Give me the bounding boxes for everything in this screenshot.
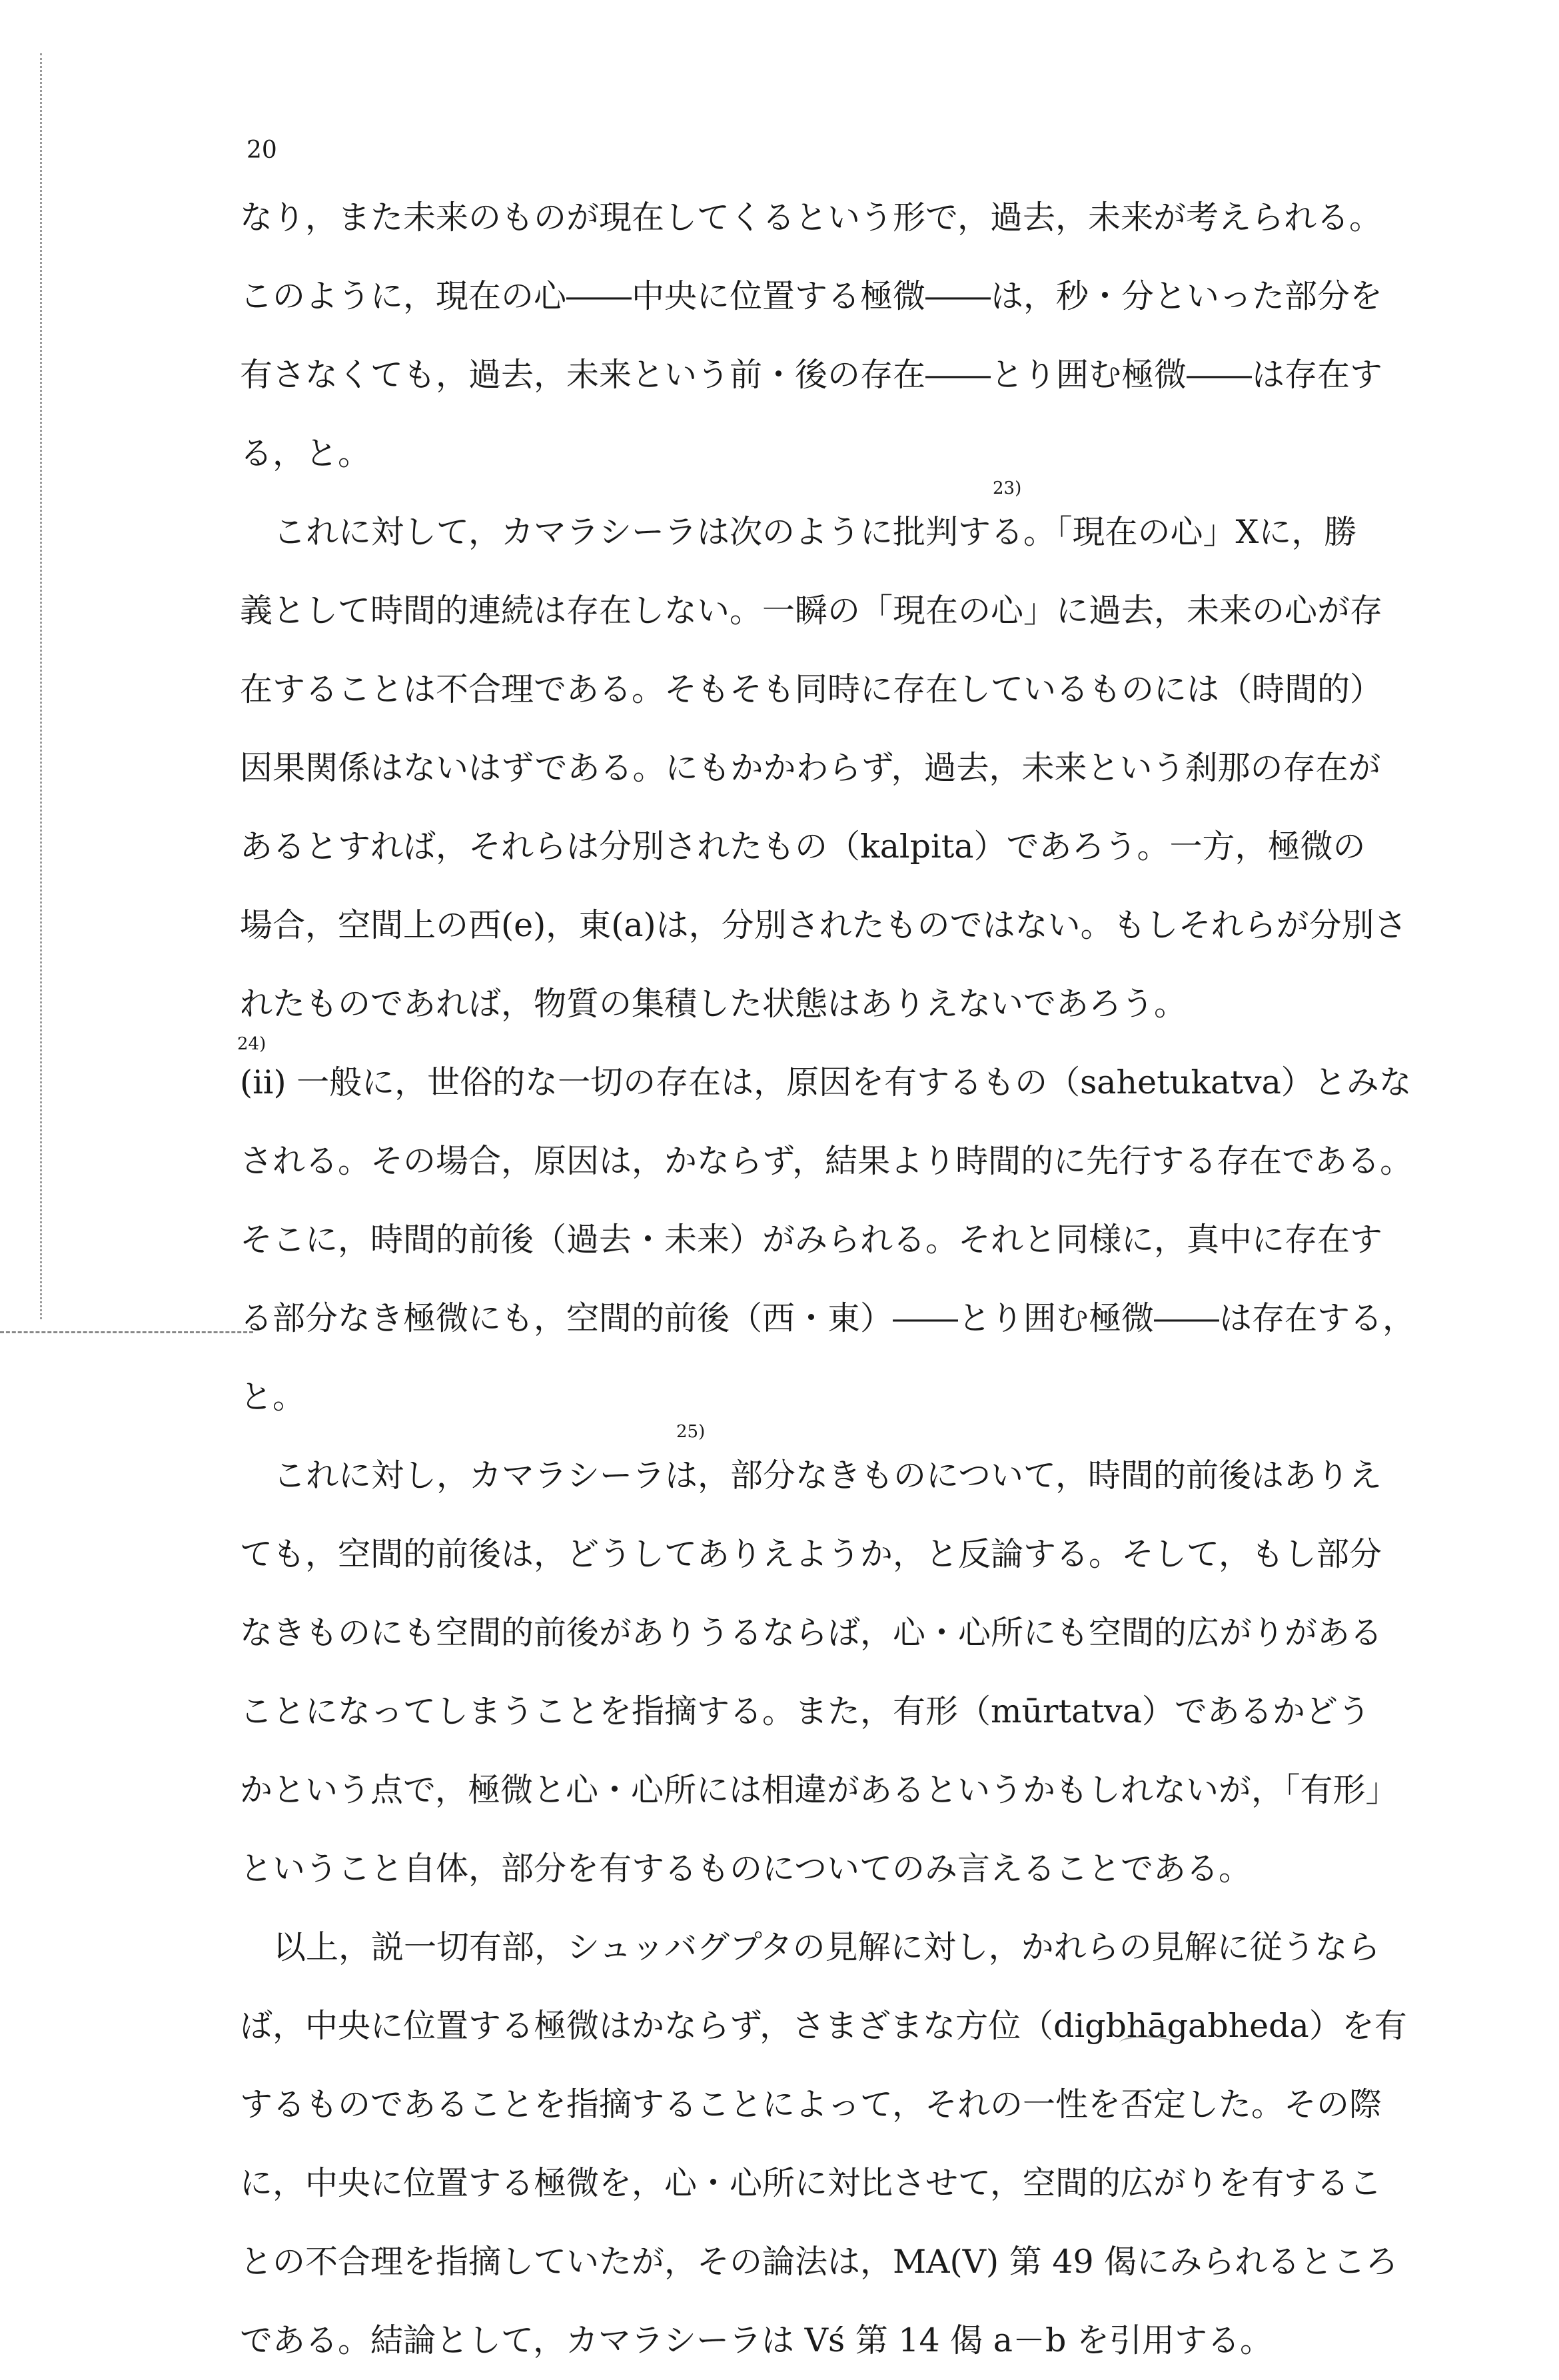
footnote-marker-23: 23) bbox=[993, 478, 1022, 498]
text-line bbox=[237, 1034, 1412, 1122]
text-line: なり，また未来のものが現在してくるという形で，過去，未来が考えられる。 bbox=[240, 199, 1382, 237]
text-line: かという点で，極微と心・心所には相違があるというかもしれないが，「有形」 bbox=[240, 1771, 1398, 1809]
text-line: そこに，時間的前後（過去・未来）がみられる。それと同様に，真中に存在す bbox=[240, 1221, 1383, 1259]
margin-dashed-rule bbox=[0, 1331, 253, 1333]
text-line: このように，現在の心――中央に位置する極微――は，秒・分といった部分を bbox=[240, 277, 1383, 315]
text-line: である。結論として，カマラシーラは Vś 第 14 偈 a－b を引用する。 bbox=[240, 2321, 1273, 2359]
text-line bbox=[240, 1422, 1412, 1515]
text-line: あるとすれば，それらは分別されたもの（kalpita）であろう。一方，極微の bbox=[240, 828, 1366, 866]
scan-left-border bbox=[40, 53, 45, 1319]
text-line: ば，中央に位置する極微はかならず，さまざまな方位（digbhāgabheda）を有 bbox=[240, 2007, 1407, 2045]
text-line: に，中央に位置する極微を，心・心所に対比させて，空間的広がりを有するこ bbox=[240, 2164, 1382, 2202]
text-line: 義として時間的連続は存在しない。一瞬の「現在の心」に過去，未来の心が存 bbox=[240, 592, 1383, 630]
text-line-content: (ii) 一般に，世俗的な一切の存在は，原因を有するもの（sahetukatva）とみな bbox=[240, 1063, 1412, 1101]
text-line-content: これに対して，カマラシーラは次のように批判する。「現在の心」Xに，勝 bbox=[273, 513, 1357, 551]
text-line: る部分なき極微にも，空間的前後（西・東）――とり囲む極微――は存在する， bbox=[240, 1299, 1416, 1337]
text-line: と。 bbox=[240, 1378, 306, 1416]
text-line-content: これに対し，カマラシーラは，部分なきものについて，時間的前後はありえ bbox=[273, 1457, 1382, 1494]
text-line: 以上，説一切有部，シュッバグプタの見解に対し，かれらの見解に従うなら bbox=[273, 1928, 1380, 1966]
footnote-marker-24: 24) bbox=[237, 1034, 266, 1054]
text-line: 在することは不合理である。そもそも同時に存在しているものには（時間的） bbox=[240, 670, 1383, 708]
text-line: 有さなくても，過去，未来という前・後の存在――とり囲む極微――は存在す bbox=[240, 356, 1383, 394]
text-line: る，と。 bbox=[240, 434, 371, 472]
text-line: 場合，空間上の西(e)，東(a)は，分別されたものではない。もしそれらが分別さ bbox=[240, 906, 1407, 944]
text-line: される。その場合，原因は，かならず，結果より時間的に先行する存在である。 bbox=[240, 1142, 1413, 1180]
text-line: 因果関係はないはずである。にもかかわらず，過去，未来という刹那の存在が bbox=[240, 749, 1381, 787]
page-number: 20 bbox=[247, 137, 277, 164]
text-line: ことになってしまうことを指摘する。また，有形（mūrtatva）であるかどう bbox=[240, 1692, 1370, 1730]
text-line: ということ自体，部分を有するものについてのみ言えることである。 bbox=[240, 1850, 1252, 1888]
body-text bbox=[237, 179, 1416, 2380]
text-line bbox=[240, 478, 1412, 572]
text-line: との不合理を指摘していたが，その論法は，MA(V) 第 49 偈にみられるところ bbox=[240, 2243, 1398, 2281]
text-line: なきものにも空間的前後がありうるならば，心・心所にも空間的広がりがある bbox=[240, 1614, 1383, 1652]
text-line: するものであることを指摘することによって，それの一性を否定した。その際 bbox=[240, 2085, 1382, 2123]
footnote-marker-25: 25) bbox=[676, 1422, 706, 1442]
text-line: れたものであれば，物質の集積した状態はありえないであろう。 bbox=[240, 985, 1187, 1023]
text-line: ても，空間的前後は，どうしてありえようか，と反論する。そして，もし部分 bbox=[240, 1535, 1382, 1573]
